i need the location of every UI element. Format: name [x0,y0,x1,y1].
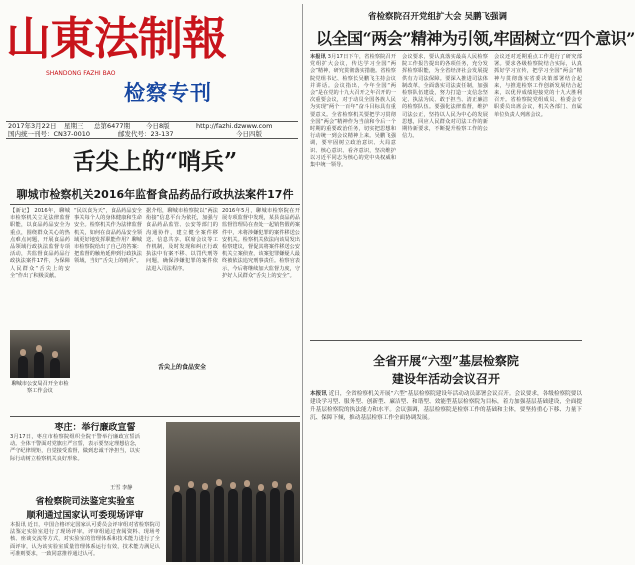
top-article-text-1: 3月17日下午，省检察院召开党组扩大会议，传达学习全国“两会”精神，研究贯彻落实措施。省检察院党组书记、检察长吴鹏飞主持会议并讲话。会议指出，今年全国“两会”是在党的十九大召开之年召开的一次重要会议，对于动员全国各族人民为实现“两个一百年”奋斗目标具有重要意义。全省检察机关要把学习贯彻全国“两会”精神作为当前和今后一个时期的重要政治任务，切实把思想和行动统一到会议精神上来。吴鹏飞强调，要牢固树立政治意识、大局意识、核心意识、看齐意识，坚决维护以习近平同志为核心的党中央权威和集中统一领导。 [310,54,396,169]
notice-text: 3月17日，枣庄市检察院组织全院干警举行廉政宣誓活动。全体干警面对党旗庄严宣誓，表示要坚定理想信念，严守纪律规矩，自觉接受监督，做到忠诚干净担当，以实际行动树立检察机关良好形象。 [10,434,140,462]
newspaper-pinyin: SHANDONG FAZHI BAO [46,70,116,77]
right-lower-body: 近日，全省检察机关开展“六型”基层检察院建设年活动动员部署会议召开。会议要求，各级检察院要以建设学习型、服务型、创新型、廉洁型、和谐型、效能型基层检察院为目标，着力加强基层基础建设，全面提升基层检察院的执法能力和水平。会议强调，基层检察院是检察工作的基础和主体，要坚持重心下移、力量下沉、保障下倾，推动基层检察工作全面协调发展。 [310,391,582,421]
main-article-headline: 舌尖上的“哨兵” [72,148,238,175]
top-article-kicker: 省检察院召开党组扩大会 吴鹏飞强调 [368,12,507,22]
main-article-rule [10,204,300,205]
main-article-photo-caption: 聊城市公安局召开全市检察工作会议 [11,381,69,394]
main-article-column-3 [146,208,218,358]
top-article-column-2 [402,54,488,322]
issue-info-bar [6,121,298,139]
issue-edition: 今日四版 [236,130,262,138]
main-article-column-2 [74,208,142,408]
right-lower-headline-2: 建设年活动会议召开 [391,372,500,386]
top-article-column-1 [310,54,396,322]
main-article-text-3: 据介绍，聊城市检察院以“两法衔接”信息平台为依托，加强与食品药品监管、公安等部门的沟通协作，建立健全案件移送、信息共享、联席会议等工作机制，及时发现和纠正行政执法中有案不移、以罚代刑等问题，确保涉嫌犯罪的案件依法进入司法程序。 [146,208,218,272]
issue-weekday: 星期三 [64,122,84,130]
top-article-rule [310,50,582,51]
main-article-column-1 [10,208,70,408]
lower-section-rule [10,416,300,417]
top-article-byline: 本报讯 [310,54,326,60]
top-article-headline: 以全国“两会”精神为引领,牢固树立“四个意识” [316,29,635,48]
main-article-column-4 [222,208,300,408]
right-lower-text [310,390,582,560]
column-divider [302,4,303,564]
right-lower-byline: 本报讯 [310,391,327,397]
left-lower-headline-1: 省检察院司法鉴定实验室 [35,497,135,507]
issue-cn-number: 国内统一刊号：CN37-0010 [8,130,91,138]
issue-website[interactable]: http://fazhi.dzwww.com [196,122,273,130]
issue-postal-code: 邮发代号：23-137 [118,130,174,138]
issue-pages: 今日8版 [146,122,170,130]
main-article-photo [10,330,70,378]
main-article-text-1: 【新记】 2016年，聊城市检察机关立足法律监督职能，以食品药品安全为重点，围绕群众关心的热点难点问题，开展食品药品领域行政执法监督专项活动，共监督食品药品行政执法案件17件，为保障人民群众“舌尖上的安全”作出了积极贡献。 [10,208,70,279]
issue-date: 2017年3月22日 [8,122,57,130]
right-section-rule [310,340,582,341]
notice-heading: 枣庄：举行廉政宣誓 [54,423,136,433]
main-article-text-4: 2016年5月，聊城市检察院在开展专项监督中发现，某县食品药品监督管理局在查处一起销售假药案件中，未将涉嫌犯罪的案件移送公安机关。检察机关依法向该局发出检察建议，督促其将案件移送公安机关立案侦查，该案犯罪嫌疑人最终被依法追究刑事责任。检察官表示，今后将继续加大监督力度，守护好人民群众“舌尖上的安全”。 [222,208,300,279]
top-article-column-3 [494,54,582,322]
newspaper-title: 山東法制報 [6,12,227,65]
section-title: 检察专刊 [124,81,212,105]
left-lower-text: 本报讯 近日，中国合格评定国家认可委员会评审组对省检察院司法鉴定实验室进行了现场评审。评审组通过查阅资料、现场考核、座谈交流等方式，对实验室的管理体系和技术能力进行了全面评审，认为该实验室质量管理体系运行有效，技术能力满足认可准则要求，一致同意推荐通过认可。 [10,522,160,557]
top-article-text-2: 会议要求，要认真落实最高人民检察院工作报告提出的各项任务，充分发挥检察职能，为全省经济社会发展提供有力司法保障。要深入推进司法体制改革，全面落实司法责任制，加强检察队伍建设，努力打造一支信念坚定、执法为民、敢于担当、清正廉洁的检察队伍。要强化法律监督，维护司法公正，坚持以人民为中心的发展思想，回应人民群众对司法工作的新期待新要求，不断提升检察工作的公信力。 [402,54,488,140]
top-article-text-3: 会议还对近期重点工作进行了研究部署。要求各级检察院结合实际，认真抓好学习宣传，把学习全国“两会”精神与贯彻落实省委决策部署结合起来，与推进检察工作创新发展结合起来，以优异成绩迎接党的十九大胜利召开。省检察院党组成员、检委会专职委员出席会议，机关各部门、直属单位负责人列席会议。 [494,54,582,118]
notice-byline: 王雪 李静 [110,485,133,491]
ceremony-photo [166,422,300,562]
issue-number: 总第6477期 [94,122,131,130]
main-article-text-2: “民以食为天”，食品药品安全事关每个人的身体健康和生命安全。检察机关作为法律监督机关，如何在食品药品安全领域更好地发挥职能作用？聊城市检察院给出了自己的答案：把监督的触角延伸到行政执法领域，当好“舌尖上的哨兵”。 [74,208,142,265]
main-article-subheadline: 聊城市检察机关2016年监督食品药品行政执法案件17件 [16,188,294,201]
left-lower-headline-2: 顺利通过国家认可委现场评审 [26,511,144,521]
masthead [6,4,306,120]
main-article-section-heading: 舌尖上的食品安全 [157,364,206,371]
right-lower-headline-1: 全省开展“六型”基层检察院 [373,354,519,368]
